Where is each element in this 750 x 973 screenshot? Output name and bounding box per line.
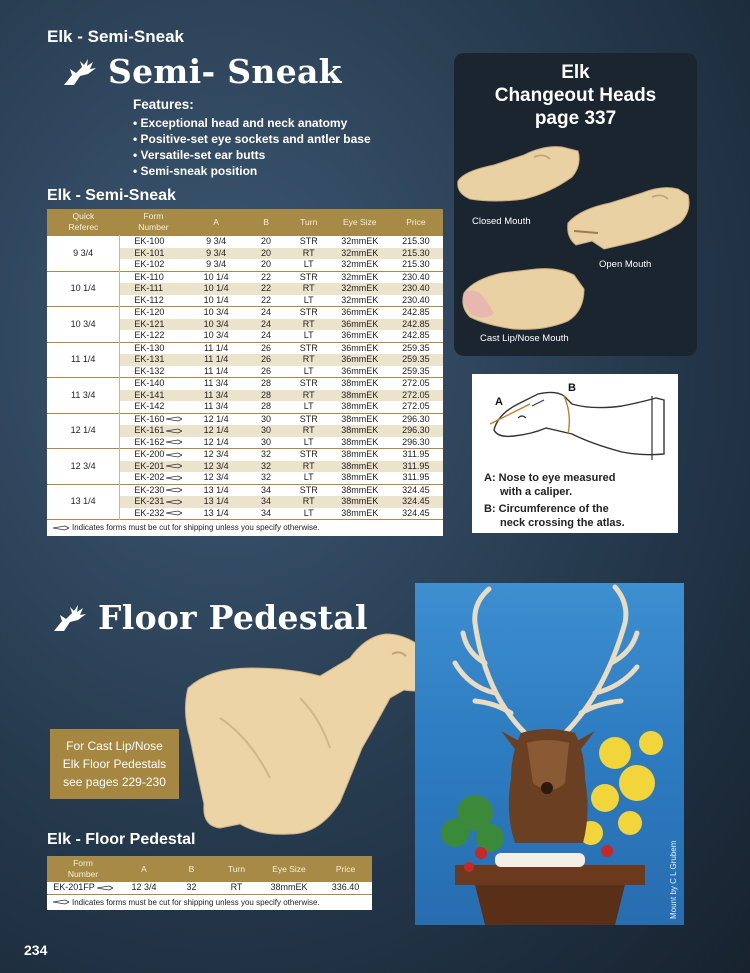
quick-ref-cell: 12 3/4 <box>47 449 120 485</box>
semi-sneak-table-body <box>47 236 443 536</box>
form-number-cell <box>120 271 187 283</box>
b-cell: 20 <box>261 259 272 269</box>
category-heading: Elk - Semi-Sneak <box>47 27 185 46</box>
eye-size-cell: 32mmEK <box>331 236 389 248</box>
col-turn: Turn <box>214 856 259 882</box>
b-cell: 30 <box>245 413 287 425</box>
b-cell: 32 <box>186 882 197 892</box>
price-cell: 311.95 <box>402 472 430 482</box>
b-cell: 24 <box>245 319 287 331</box>
measurement-diagram <box>472 374 678 533</box>
changeout-title-line: Changeout Heads <box>494 85 657 106</box>
saw-cut-icon <box>166 463 182 469</box>
form-number: EK-131 <box>134 354 165 364</box>
a-cell: 11 1/4 <box>187 342 245 354</box>
form-number: EK-162 <box>134 436 165 447</box>
eye-size-cell: 38mmEK <box>341 472 379 482</box>
b-cell: 24 <box>261 330 272 340</box>
b-cell: 28 <box>245 390 287 402</box>
note-a-line: with a caliper. <box>500 486 573 498</box>
form-number: EK-120 <box>134 307 165 317</box>
features-heading: Features: <box>133 97 194 112</box>
table-row <box>47 236 443 248</box>
changeout-title-line: Elk <box>561 62 590 83</box>
table-row <box>47 882 372 894</box>
diagram-label-b: B <box>568 382 576 394</box>
turn-cell: LT <box>303 507 314 518</box>
feature-item: • Versatile-set ear butts <box>133 148 266 162</box>
eye-size-cell: 38mmEK <box>331 378 389 390</box>
turn-cell: RT <box>287 283 331 295</box>
turn-cell: LT <box>303 294 314 305</box>
table-row <box>47 413 443 425</box>
form-number-cell <box>120 390 187 402</box>
saw-cut-icon <box>53 899 69 905</box>
feature-item: • Semi-sneak position <box>133 164 258 178</box>
a-cell: 12 1/4 <box>203 436 229 447</box>
features-list <box>133 97 371 179</box>
note-a-line: A: Nose to eye measured <box>484 472 616 484</box>
footnote-row <box>47 894 372 910</box>
price-cell: 259.35 <box>389 354 443 366</box>
form-number-cell <box>120 354 187 366</box>
b-cell: 22 <box>245 283 287 295</box>
quick-ref-cell: 9 3/4 <box>47 236 120 272</box>
eye-size-cell: 36mmEK <box>341 330 379 340</box>
eye-size-cell: 32mmEK <box>331 271 389 283</box>
turn-cell: RT <box>287 354 331 366</box>
a-cell: 12 1/4 <box>187 413 245 425</box>
col-form-number: Form Number <box>120 209 187 236</box>
a-cell: 11 3/4 <box>187 390 245 402</box>
form-number: EK-160 <box>134 413 165 424</box>
b-cell: 26 <box>245 342 287 354</box>
eye-size-cell: 38mmEK <box>331 390 389 402</box>
form-number-cell <box>120 248 187 260</box>
form-number: EK-102 <box>134 259 165 269</box>
form-number: EK-231 <box>134 496 165 506</box>
col-price: Price <box>389 209 443 236</box>
changeout-title-line: page 337 <box>534 108 617 129</box>
form-number-cell <box>120 342 187 354</box>
col-a: A <box>187 209 245 236</box>
form-number-cell <box>120 449 187 461</box>
a-cell: 12 3/4 <box>187 461 245 473</box>
col-turn: Turn <box>287 209 331 236</box>
elk-mount-photo <box>415 583 684 925</box>
a-cell: 12 1/4 <box>187 425 245 437</box>
eye-size-cell: 38mmEK <box>331 484 389 496</box>
price-cell: 259.35 <box>402 365 430 376</box>
form-number-cell <box>120 259 187 271</box>
form-number: EK-202 <box>134 472 165 482</box>
b-cell: 30 <box>261 436 272 447</box>
form-number: EK-201 <box>134 460 165 471</box>
form-number-cell <box>120 472 187 484</box>
eye-size-cell: 38mmEK <box>341 401 379 411</box>
eye-size-cell: 36mmEK <box>331 307 389 319</box>
eye-size-cell: 36mmEK <box>331 354 389 366</box>
form-number: EK-201FP <box>53 882 95 892</box>
saw-cut-icon <box>97 885 113 891</box>
turn-cell: STR <box>287 378 331 390</box>
quick-ref-cell: 10 3/4 <box>47 307 120 343</box>
turn-cell: RT <box>287 496 331 508</box>
b-cell: 26 <box>261 365 272 376</box>
table-row <box>47 342 443 354</box>
b-cell: 26 <box>245 354 287 366</box>
floor-pedestal-price-table <box>47 856 372 910</box>
price-cell: 272.05 <box>389 390 443 402</box>
form-number-cell <box>120 437 187 449</box>
b-cell: 28 <box>261 401 272 411</box>
col-b: B <box>169 856 214 882</box>
semi-sneak-price-table-wrap <box>47 209 443 536</box>
quick-ref-cell: 11 1/4 <box>47 342 120 378</box>
price-cell: 272.05 <box>389 378 443 390</box>
a-cell: 13 1/4 <box>187 496 245 508</box>
photo-credit: Mount by C L Grubem <box>669 840 678 919</box>
b-cell: 34 <box>261 507 272 518</box>
footnote-cell <box>47 520 443 536</box>
form-number-cell <box>120 508 187 520</box>
eye-size-cell: 38mmEK <box>341 436 379 447</box>
a-cell: 9 3/4 <box>206 259 227 269</box>
saw-cut-icon <box>166 475 182 481</box>
feature-item: • Positive-set eye sockets and antler base <box>133 132 371 146</box>
form-number-cell <box>47 882 119 894</box>
table-header-row <box>47 209 443 236</box>
eye-size-cell: 38mmEK <box>331 425 389 437</box>
form-number-cell <box>120 496 187 508</box>
floor-pedestal-price-table-wrap <box>47 856 372 910</box>
eye-size-cell: 38mmEK <box>270 882 308 892</box>
eye-size-cell: 32mmEK <box>331 283 389 295</box>
form-number: EK-232 <box>134 507 165 518</box>
quick-ref-cell: 13 1/4 <box>47 484 120 520</box>
a-cell: 11 1/4 <box>187 354 245 366</box>
a-cell: 9 3/4 <box>187 236 245 248</box>
form-number-cell <box>120 283 187 295</box>
turn-cell: STR <box>287 342 331 354</box>
a-cell: 13 1/4 <box>203 507 229 518</box>
footnote-row <box>47 520 443 536</box>
a-cell: 10 3/4 <box>187 307 245 319</box>
page-number: 234 <box>24 942 48 958</box>
footnote-text: Indicates forms must be cut for shipping unless you specify otherwise. <box>72 523 320 532</box>
turn-cell: STR <box>287 307 331 319</box>
saw-cut-icon <box>166 439 182 445</box>
price-cell: 242.85 <box>389 319 443 331</box>
cast-lip-head-image <box>458 263 588 335</box>
price-cell: 324.45 <box>389 496 443 508</box>
form-number-cell <box>120 307 187 319</box>
price-cell: 230.40 <box>389 271 443 283</box>
open-mouth-head-image <box>564 183 692 255</box>
form-number-cell <box>120 366 187 378</box>
b-cell: 32 <box>245 461 287 473</box>
turn-cell: RT <box>287 319 331 331</box>
form-number-cell <box>120 461 187 473</box>
eye-size-cell: 38mmEK <box>331 413 389 425</box>
a-cell: 11 3/4 <box>187 378 245 390</box>
turn-cell: LT <box>303 472 314 482</box>
turn-cell: RT <box>230 882 243 892</box>
price-cell: 311.95 <box>389 449 443 461</box>
form-number-cell <box>120 484 187 496</box>
turn-cell: STR <box>287 484 331 496</box>
a-cell: 10 3/4 <box>203 330 229 340</box>
elk-logo-icon <box>60 55 100 89</box>
price-cell: 242.85 <box>389 307 443 319</box>
eye-size-cell: 32mmEK <box>341 294 379 305</box>
elk-logo-icon <box>50 601 90 635</box>
a-cell: 12 3/4 <box>131 882 157 892</box>
eye-size-cell: 38mmEK <box>331 461 389 473</box>
turn-cell: RT <box>287 461 331 473</box>
b-cell: 34 <box>245 484 287 496</box>
b-cell: 32 <box>261 472 272 482</box>
semi-sneak-price-table <box>47 209 443 536</box>
b-cell: 20 <box>245 236 287 248</box>
b-cell: 34 <box>245 496 287 508</box>
form-number-cell <box>120 295 187 307</box>
turn-cell: STR <box>287 413 331 425</box>
turn-cell: STR <box>287 236 331 248</box>
floor-pedestal-title: Floor Pedestal <box>98 598 368 637</box>
a-cell: 12 3/4 <box>203 472 229 482</box>
price-cell: 215.30 <box>389 248 443 260</box>
price-cell: 230.40 <box>402 294 430 305</box>
form-number: EK-101 <box>134 247 165 258</box>
eye-size-cell: 38mmEK <box>331 496 389 508</box>
turn-cell: LT <box>303 401 314 411</box>
eye-size-cell: 36mmEK <box>341 365 379 376</box>
quick-ref-cell: 10 1/4 <box>47 271 120 307</box>
note-b-line: neck crossing the atlas. <box>500 517 625 529</box>
turn-cell: LT <box>303 365 314 376</box>
turn-cell: RT <box>287 248 331 260</box>
form-number: EK-121 <box>134 318 165 329</box>
saw-cut-icon <box>166 499 182 505</box>
changeout-title <box>454 61 697 130</box>
table-row <box>47 271 443 283</box>
price-cell: 259.35 <box>389 342 443 354</box>
table-row <box>47 449 443 461</box>
eye-size-cell: 36mmEK <box>331 319 389 331</box>
eye-size-cell: 32mmEK <box>331 248 389 260</box>
price-cell: 311.95 <box>389 461 443 473</box>
a-cell: 10 1/4 <box>203 294 229 305</box>
eye-size-cell: 38mmEK <box>331 449 389 461</box>
col-eye-size: Eye Size <box>259 856 319 882</box>
saw-cut-icon <box>166 452 182 458</box>
form-number: EK-141 <box>134 389 165 400</box>
price-cell: 324.45 <box>402 507 430 518</box>
turn-cell: LT <box>303 259 314 269</box>
price-cell: 242.85 <box>402 330 430 340</box>
col-b: B <box>245 209 287 236</box>
semi-sneak-table-title: Elk - Semi-Sneak <box>47 187 176 204</box>
col-a: A <box>119 856 169 882</box>
eye-size-cell: 32mmEK <box>341 259 379 269</box>
turn-cell: RT <box>287 390 331 402</box>
turn-cell: STR <box>287 449 331 461</box>
price-cell: 296.30 <box>389 425 443 437</box>
form-number: EK-111 <box>134 283 164 293</box>
footnote-cell <box>47 894 372 910</box>
saw-cut-icon <box>53 525 69 531</box>
form-number-cell <box>120 401 187 413</box>
turn-cell: STR <box>287 271 331 283</box>
table-row <box>47 378 443 390</box>
a-cell: 12 3/4 <box>187 449 245 461</box>
col-form-number: Form Number <box>47 856 119 882</box>
elk-mount-illustration <box>415 583 684 925</box>
form-number-cell <box>120 330 187 342</box>
turn-cell: LT <box>303 330 314 340</box>
a-cell: 11 3/4 <box>203 401 229 411</box>
price-cell: 230.40 <box>389 283 443 295</box>
form-number: EK-142 <box>134 401 165 411</box>
changeout-heads-panel <box>454 53 697 356</box>
callout-line: For Cast Lip/Nose <box>66 739 163 753</box>
diagram-label-a: A <box>495 396 503 408</box>
col-quick-ref: Quick Referec <box>47 209 120 236</box>
turn-cell: LT <box>303 436 314 447</box>
eye-size-cell: 38mmEK <box>341 507 379 518</box>
b-cell: 32 <box>245 449 287 461</box>
a-cell: 11 1/4 <box>203 365 229 376</box>
saw-cut-icon <box>166 510 182 516</box>
price-cell: 215.30 <box>389 236 443 248</box>
col-eye-size: Eye Size <box>331 209 389 236</box>
turn-cell: RT <box>287 425 331 437</box>
note-b-line: B: Circumference of the <box>484 503 609 515</box>
form-number-cell <box>120 413 187 425</box>
price-cell: 336.40 <box>331 882 360 892</box>
a-cell: 13 1/4 <box>187 484 245 496</box>
callout-line: see pages 229-230 <box>63 775 166 789</box>
b-cell: 30 <box>245 425 287 437</box>
form-number: EK-230 <box>134 484 165 495</box>
b-cell: 28 <box>245 378 287 390</box>
table-row <box>47 307 443 319</box>
b-cell: 20 <box>245 248 287 260</box>
form-number-cell <box>120 425 187 437</box>
form-number: EK-200 <box>134 449 165 459</box>
a-cell: 10 1/4 <box>187 283 245 295</box>
a-cell: 10 1/4 <box>187 271 245 283</box>
semi-sneak-title-block <box>60 52 342 91</box>
form-number-cell <box>120 236 187 248</box>
col-price: Price <box>319 856 372 882</box>
cast-lip-callout <box>50 729 179 799</box>
a-cell: 10 3/4 <box>187 319 245 331</box>
form-number: EK-132 <box>134 365 165 376</box>
feature-item: • Exceptional head and neck anatomy <box>133 116 348 130</box>
quick-ref-cell: 12 1/4 <box>47 413 120 449</box>
form-number: EK-110 <box>134 271 164 282</box>
form-number-cell <box>120 378 187 390</box>
b-cell: 22 <box>261 294 272 305</box>
price-cell: 272.05 <box>402 401 430 411</box>
closed-mouth-label: Closed Mouth <box>472 216 531 227</box>
table-row <box>47 484 443 496</box>
callout-line: Elk Floor Pedestals <box>62 757 167 771</box>
floor-pedestal-table-body <box>47 882 372 910</box>
saw-cut-icon <box>166 487 182 493</box>
saw-cut-icon <box>166 416 182 422</box>
footnote-text: Indicates forms must be cut for shipping unless you specify otherwise. <box>72 897 320 907</box>
price-cell: 296.30 <box>389 413 443 425</box>
form-number: EK-140 <box>134 378 165 388</box>
form-number: EK-161 <box>134 425 165 435</box>
diagram-notes <box>484 471 625 530</box>
table-header-row <box>47 856 372 882</box>
semi-sneak-title: Semi- Sneak <box>108 52 342 91</box>
b-cell: 22 <box>245 271 287 283</box>
form-number-cell <box>120 319 187 331</box>
price-cell: 296.30 <box>402 436 430 447</box>
form-number: EK-100 <box>134 236 165 246</box>
price-cell: 215.30 <box>402 259 430 269</box>
form-number: EK-122 <box>134 330 165 340</box>
a-cell: 9 3/4 <box>187 248 245 260</box>
cast-lip-label: Cast Lip/Nose Mouth <box>480 333 569 344</box>
price-cell: 324.45 <box>389 484 443 496</box>
quick-ref-cell: 11 3/4 <box>47 378 120 414</box>
floor-pedestal-table-title: Elk - Floor Pedestal <box>47 831 196 848</box>
form-number: EK-112 <box>134 294 164 305</box>
form-number: EK-130 <box>134 342 165 353</box>
b-cell: 24 <box>245 307 287 319</box>
eye-size-cell: 36mmEK <box>331 342 389 354</box>
open-mouth-label: Open Mouth <box>599 259 652 270</box>
saw-cut-icon <box>166 428 182 434</box>
